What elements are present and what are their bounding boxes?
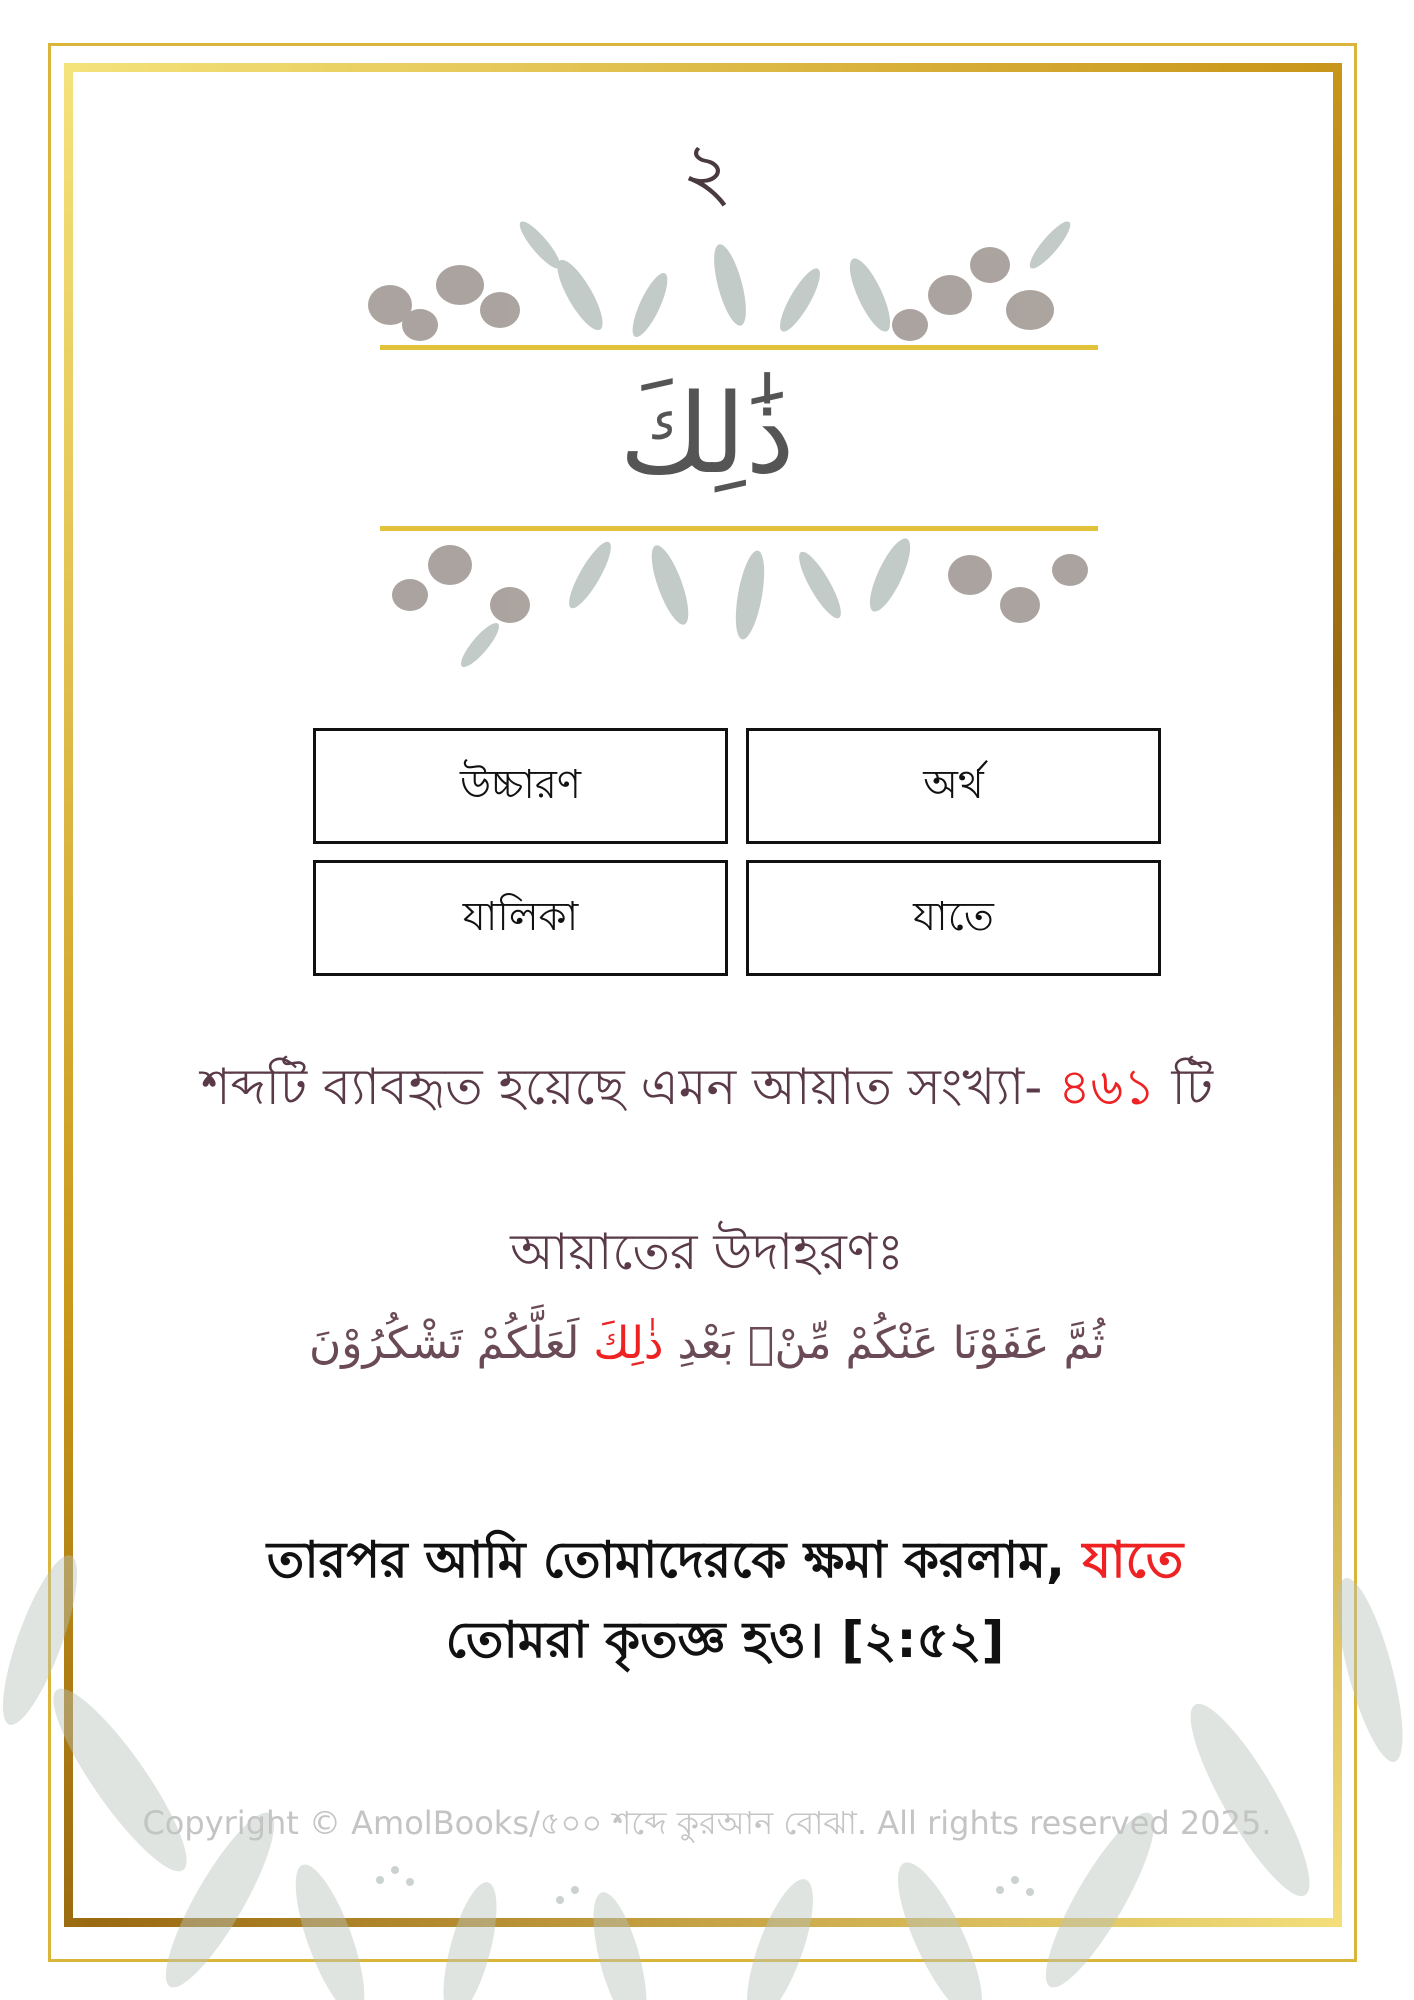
- meaning-label-cell: অর্থ: [746, 728, 1161, 844]
- ayah-after: لَعَلَّكُمْ تَشْكُرُوْنَ: [308, 1318, 580, 1369]
- ayah-example: [0, 1318, 1414, 1369]
- leaf-decoration-bottom: [350, 525, 1110, 695]
- usage-count-line: [0, 1050, 1414, 1133]
- gold-divider-top: [380, 345, 1098, 350]
- ayah-before: ثُمَّ عَفَوْنَا عَنْكُمْ مِّنْۢ بَعْدِ: [677, 1318, 1106, 1369]
- ayah-highlight: ذٰلِكَ: [593, 1318, 664, 1369]
- copyright-footer: Copyright © AmolBooks/৫০০ শব্দে কুরআন বোঝা. All rights reserved 2025.: [142, 1804, 1272, 1842]
- pronunciation-label-cell: উচ্চারণ: [313, 728, 728, 844]
- usage-unit: টি: [1171, 1058, 1214, 1116]
- leaf-decoration-top: [350, 185, 1110, 350]
- translation-after: তোমরা কৃতজ্ঞ হও। [২:৫২]: [445, 1611, 1005, 1669]
- example-title: আয়াতের উদাহরণঃ: [510, 1223, 904, 1281]
- translation-before: তারপর আমি তোমাদেরকে ক্ষমা করলাম,: [266, 1531, 1065, 1589]
- meaning-value-cell: যাতে: [746, 860, 1161, 976]
- usage-text: শব্দটি ব্যাবহৃত হয়েছে এমন আয়াত সংখ্যা-: [200, 1058, 1043, 1116]
- translation-highlight: যাতে: [1082, 1531, 1184, 1589]
- translation: [240, 1520, 1210, 1680]
- page-number: ২: [680, 125, 734, 218]
- pronunciation-value-cell: যালিকা: [313, 860, 728, 976]
- arabic-word: ذَٰلِكَ: [619, 370, 795, 498]
- word-info-table: [313, 728, 1162, 978]
- usage-count: ৪৬১: [1058, 1058, 1156, 1116]
